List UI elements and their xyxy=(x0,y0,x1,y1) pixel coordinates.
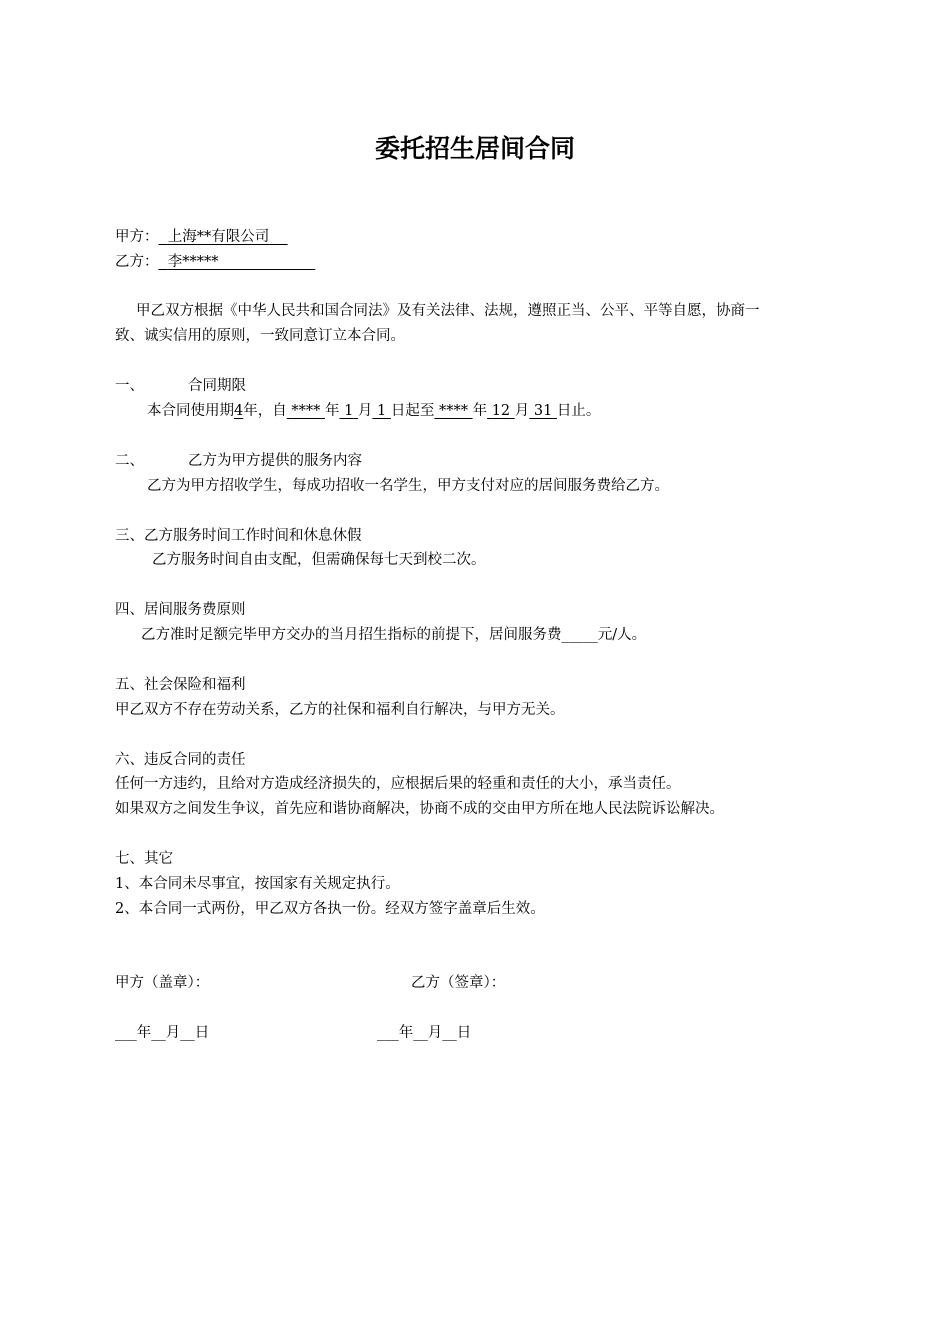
section-4-body: 乙方准时足额完毕甲方交办的当月招生指标的前提下，居间服务费_____元/人。 xyxy=(141,627,647,643)
section-6-body-2: 如果双方之间发生争议，首先应和谐协商解决，协商不成的交由甲方所在地人民法院诉讼解决。 xyxy=(115,801,724,817)
party-b-value: 李***** xyxy=(167,254,219,270)
party-b-sign-label: 乙方（签章）： xyxy=(411,975,506,991)
party-b-line xyxy=(115,252,315,272)
end-day: 31 xyxy=(533,403,553,419)
party-a-line xyxy=(115,227,288,247)
party-b-date: ___年__月__日 xyxy=(377,1025,472,1041)
contract-years: 4 xyxy=(234,403,244,419)
party-a-seal-label: 甲方（盖章）： xyxy=(115,975,210,991)
section-6-heading: 六、违反合同的责任 xyxy=(115,752,246,768)
section-7-item-2: 2、本合同一式两份，甲乙双方各执一份。经双方签字盖章后生效。 xyxy=(115,901,545,917)
section-7-heading: 七、其它 xyxy=(115,851,173,867)
section-2-number: 二、 xyxy=(115,453,144,469)
section-6-body-1: 任何一方违约，且给对方造成经济损失的，应根据后果的轻重和责任的大小，承当责任。 xyxy=(115,776,681,792)
document-title: 委托招生居间合同 xyxy=(374,134,575,163)
start-month: 1 xyxy=(344,403,354,419)
intro-line-2: 致、诚实信用的原则，一致同意订立本合同。 xyxy=(115,328,405,344)
section-3-heading: 三、乙方服务时间工作时间和休息休假 xyxy=(115,528,362,544)
end-month: 12 xyxy=(491,403,511,419)
section-1-body: 本合同使用期4年，自 **** 年 1 月 1 日起至 **** 年 12 月 31 日止。 xyxy=(147,403,601,419)
party-a-date: ___年__月__日 xyxy=(115,1025,210,1041)
start-day: 1 xyxy=(377,403,387,419)
intro-line-1: 甲乙双方根据《中华人民共和国合同法》及有关法律、法规，遵照正当、公平、平等自愿，协商一 xyxy=(136,303,760,319)
section-2-title: 乙方为甲方提供的服务内容 xyxy=(188,453,362,469)
section-1-title: 合同期限 xyxy=(188,378,246,394)
party-b-label: 乙方： xyxy=(115,254,159,270)
party-a-value: 上海**有限公司 xyxy=(167,229,270,245)
section-5-body: 甲乙双方不存在劳动关系，乙方的社保和福利自行解决，与甲方无关。 xyxy=(115,702,565,718)
service-fee-blank: _____ xyxy=(561,627,598,643)
end-year: **** xyxy=(438,403,468,419)
section-3-body: 乙方服务时间自由支配，但需确保每七天到校二次。 xyxy=(152,552,486,568)
section-5-heading: 五、社会保险和福利 xyxy=(115,677,246,693)
section-1-heading xyxy=(115,376,246,396)
party-a-label: 甲方： xyxy=(115,229,159,245)
start-year: **** xyxy=(291,403,321,419)
section-7-item-1: 1、本合同未尽事宜，按国家有关规定执行。 xyxy=(115,876,400,892)
section-1-number: 一、 xyxy=(115,378,144,394)
section-2-body: 乙方为甲方招收学生，每成功招收一名学生，甲方支付对应的居间服务费给乙方。 xyxy=(147,478,669,494)
section-4-heading: 四、居间服务费原则 xyxy=(115,602,246,618)
section-2-heading xyxy=(115,451,362,471)
